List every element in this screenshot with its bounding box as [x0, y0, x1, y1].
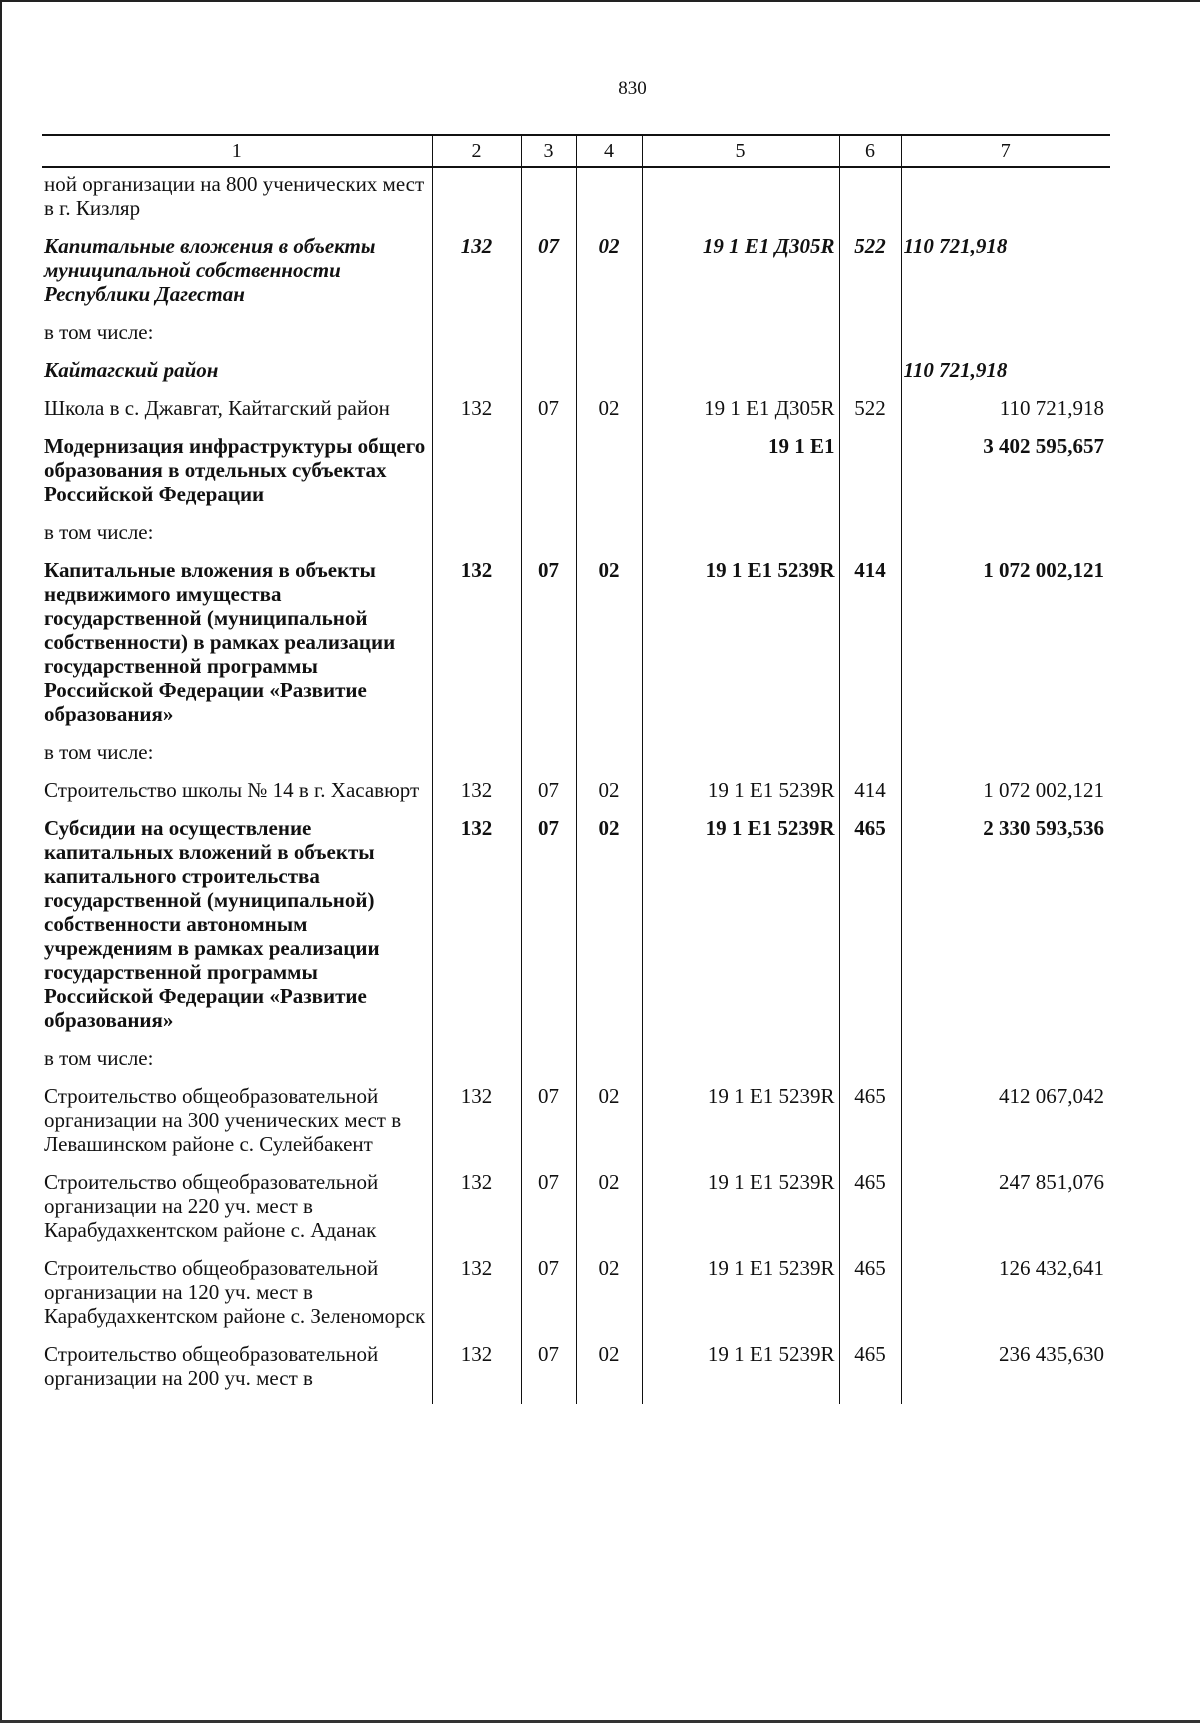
- column-header-3: 3: [521, 135, 576, 167]
- section-code: 07: [521, 396, 576, 434]
- expense-type-code: 414: [839, 778, 901, 816]
- item-name: Кайтагский район: [44, 358, 219, 382]
- item-name: в том числе:: [44, 740, 154, 764]
- code-col-2: [432, 434, 521, 520]
- code-col-2: [432, 520, 521, 558]
- amount: [901, 1046, 1110, 1084]
- section-code: [521, 167, 576, 234]
- subsection-code: [576, 434, 642, 520]
- target-article-code: 19 1 E1 5239R: [642, 778, 839, 816]
- subsection-code: [576, 740, 642, 778]
- subsection-code: 02: [576, 558, 642, 740]
- target-article-code: 19 1 E1 5239R: [642, 816, 839, 1046]
- target-article-code: 19 1 E1 5239R: [642, 558, 839, 740]
- target-article-code: 19 1 E1 5239R: [642, 1170, 839, 1256]
- target-article-code: 19 1 E1 Д305R: [642, 396, 839, 434]
- amount: 1 072 002,121: [901, 778, 1110, 816]
- amount: [901, 520, 1110, 558]
- table-row: [42, 816, 1110, 1046]
- section-code: 07: [521, 1256, 576, 1342]
- scan-border-left: [0, 0, 2, 1723]
- subsection-code: 02: [576, 234, 642, 320]
- section-code: [521, 740, 576, 778]
- section-code: 07: [521, 558, 576, 740]
- item-name: Субсидии на осуществление капитальных вложений в объекты капитального строительства государственной (муниципальной) собственности автономным учреждениям в рамках реализации государственной программы Российской Федерации «Развитие образования»: [44, 816, 380, 1032]
- expense-type-code: 522: [839, 234, 901, 320]
- scan-border-top: [0, 0, 1200, 2]
- table-header: [42, 135, 1110, 167]
- subsection-code: 02: [576, 396, 642, 434]
- amount: 110 721,918: [901, 396, 1110, 434]
- section-code: [521, 434, 576, 520]
- subsection-code: 02: [576, 1342, 642, 1404]
- table-row: [42, 396, 1110, 434]
- subsection-code: 02: [576, 1256, 642, 1342]
- section-code: 07: [521, 1084, 576, 1170]
- amount: 247 851,076: [901, 1170, 1110, 1256]
- subsection-code: 02: [576, 778, 642, 816]
- target-article-code: 19 1 E1: [642, 434, 839, 520]
- item-name: Капитальные вложения в объекты муниципальной собственности Республики Дагестан: [44, 234, 376, 306]
- item-name: ной организации на 800 ученических мест в г. Кизляр: [44, 172, 425, 220]
- expense-type-code: [839, 434, 901, 520]
- code-col-2: 132: [432, 1342, 521, 1404]
- target-article-code: 19 1 E1 5239R: [642, 1342, 839, 1404]
- column-header-4: 4: [576, 135, 642, 167]
- table-row: [42, 358, 1110, 396]
- code-col-2: 132: [432, 558, 521, 740]
- code-col-2: [432, 740, 521, 778]
- expense-type-code: [839, 167, 901, 234]
- column-header-7: 7: [901, 135, 1110, 167]
- table-row: [42, 558, 1110, 740]
- table-row: [42, 234, 1110, 320]
- code-col-2: 132: [432, 1170, 521, 1256]
- table-row: [42, 778, 1110, 816]
- section-code: [521, 320, 576, 358]
- amount: 126 432,641: [901, 1256, 1110, 1342]
- table-row: [42, 1084, 1110, 1170]
- table-row: [42, 520, 1110, 558]
- expense-type-code: [839, 740, 901, 778]
- table-row: [42, 1256, 1110, 1342]
- amount: 2 330 593,536: [901, 816, 1110, 1046]
- table-row: [42, 167, 1110, 234]
- table-row: [42, 1342, 1110, 1404]
- amount: [901, 320, 1110, 358]
- amount: [901, 167, 1110, 234]
- section-code: 07: [521, 816, 576, 1046]
- subsection-code: 02: [576, 1170, 642, 1256]
- table-row: [42, 1170, 1110, 1256]
- item-name: в том числе:: [44, 320, 154, 344]
- item-name: в том числе:: [44, 1046, 154, 1070]
- item-name: Строительство школы № 14 в г. Хасавюрт: [44, 778, 420, 802]
- subsection-code: [576, 167, 642, 234]
- section-code: [521, 358, 576, 396]
- table-body: [42, 167, 1110, 1404]
- table-row: [42, 320, 1110, 358]
- code-col-2: 132: [432, 778, 521, 816]
- section-code: 07: [521, 778, 576, 816]
- code-col-2: [432, 358, 521, 396]
- item-name: Школа в с. Джавгат, Кайтагский район: [44, 396, 390, 420]
- table-row: [42, 1046, 1110, 1084]
- target-article-code: [642, 167, 839, 234]
- target-article-code: [642, 520, 839, 558]
- target-article-code: 19 1 E1 5239R: [642, 1084, 839, 1170]
- column-header-1: 1: [42, 135, 432, 167]
- expense-type-code: [839, 520, 901, 558]
- column-header-2: 2: [432, 135, 521, 167]
- expense-type-code: [839, 358, 901, 396]
- expense-type-code: 465: [839, 816, 901, 1046]
- subsection-code: [576, 1046, 642, 1084]
- item-name: Строительство общеобразовательной организации на 300 ученических мест в Левашинском районе с. Сулейбакент: [44, 1084, 402, 1156]
- section-code: 07: [521, 1170, 576, 1256]
- expense-type-code: [839, 320, 901, 358]
- subsection-code: 02: [576, 816, 642, 1046]
- table-row: [42, 740, 1110, 778]
- subsection-code: 02: [576, 1084, 642, 1170]
- code-col-2: 132: [432, 1084, 521, 1170]
- expense-type-code: 414: [839, 558, 901, 740]
- amount: 110 721,918: [901, 358, 1110, 396]
- amount: 236 435,630: [901, 1342, 1110, 1404]
- target-article-code: 19 1 E1 Д305R: [642, 234, 839, 320]
- target-article-code: [642, 1046, 839, 1084]
- column-header-6: 6: [839, 135, 901, 167]
- item-name: в том числе:: [44, 520, 154, 544]
- code-col-2: 132: [432, 234, 521, 320]
- item-name: Модернизация инфраструктуры общего образования в отдельных субъектах Российской Федерации: [44, 434, 426, 506]
- subsection-code: [576, 320, 642, 358]
- subsection-code: [576, 520, 642, 558]
- table-row: [42, 434, 1110, 520]
- expense-type-code: 465: [839, 1170, 901, 1256]
- section-code: [521, 1046, 576, 1084]
- amount: 110 721,918: [901, 234, 1110, 320]
- subsection-code: [576, 358, 642, 396]
- code-col-2: [432, 1046, 521, 1084]
- code-col-2: 132: [432, 816, 521, 1046]
- code-col-2: 132: [432, 1256, 521, 1342]
- code-col-2: [432, 167, 521, 234]
- target-article-code: [642, 320, 839, 358]
- header-row: [42, 135, 1110, 167]
- expense-type-code: [839, 1046, 901, 1084]
- budget-table: [42, 134, 1110, 1404]
- item-name: Строительство общеобразовательной организации на 220 уч. мест в Карабудахкентском районе с. Аданак: [44, 1170, 379, 1242]
- target-article-code: 19 1 E1 5239R: [642, 1256, 839, 1342]
- target-article-code: [642, 358, 839, 396]
- section-code: [521, 520, 576, 558]
- amount: 1 072 002,121: [901, 558, 1110, 740]
- page-number: 830: [618, 78, 647, 99]
- item-name: Строительство общеобразовательной организации на 120 уч. мест в Карабудахкентском районе с. Зеленоморск: [44, 1256, 426, 1328]
- column-header-5: 5: [642, 135, 839, 167]
- item-name: Капитальные вложения в объекты недвижимого имущества государственной (муниципальной собственности) в рамках реализации государственной программы Российской Федерации «Развитие образования»: [44, 558, 396, 726]
- expense-type-code: 522: [839, 396, 901, 434]
- expense-type-code: 465: [839, 1256, 901, 1342]
- amount: [901, 740, 1110, 778]
- code-col-2: 132: [432, 396, 521, 434]
- amount: 412 067,042: [901, 1084, 1110, 1170]
- item-name: Строительство общеобразовательной организации на 200 уч. мест в: [44, 1342, 379, 1390]
- section-code: 07: [521, 1342, 576, 1404]
- expense-type-code: 465: [839, 1084, 901, 1170]
- target-article-code: [642, 740, 839, 778]
- code-col-2: [432, 320, 521, 358]
- section-code: 07: [521, 234, 576, 320]
- expense-type-code: 465: [839, 1342, 901, 1404]
- amount: 3 402 595,657: [901, 434, 1110, 520]
